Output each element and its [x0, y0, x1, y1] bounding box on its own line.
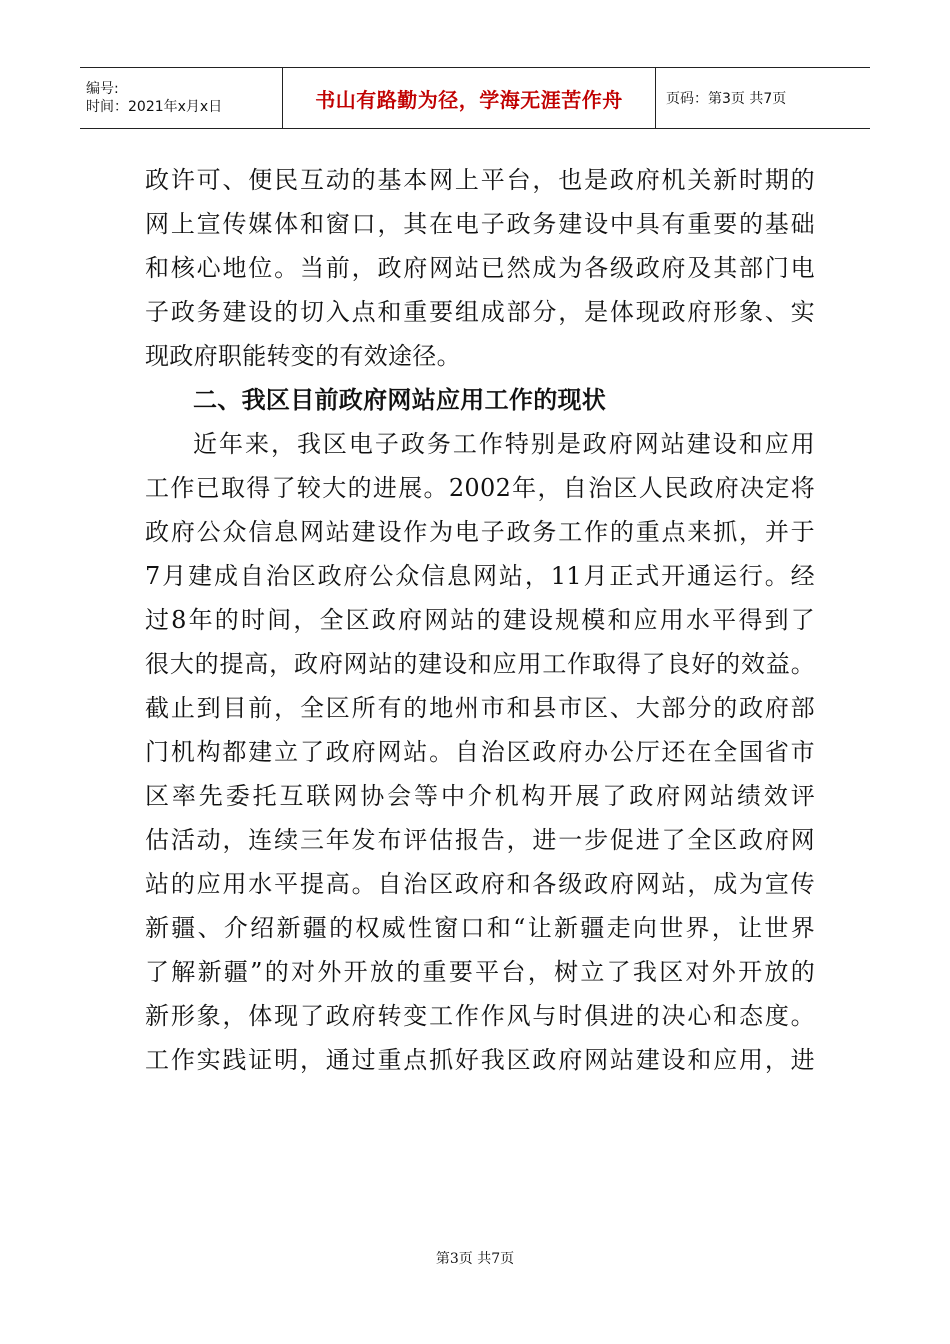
body-line: 7月建成自治区政府公众信息网站，11月正式开通运行。经 [145, 562, 815, 590]
body-line: 网上宣传媒体和窗口，其在电子政务建设中具有重要的基础 [145, 210, 815, 238]
header-time: 时间：2021年x月x日 [86, 99, 223, 115]
body-line: 政府公众信息网站建设作为电子政务工作的重点来抓，并于 [145, 518, 815, 546]
page-footer [0, 1248, 950, 1268]
document-body [145, 158, 815, 1082]
body-line: 估活动，连续三年发布评估报告，进一步促进了全区政府网 [145, 826, 815, 854]
body-line: 子政务建设的切入点和重要组成部分，是体现政府形象、实 [145, 298, 815, 326]
body-line: 近年来，我区电子政务工作特别是政府网站建设和应用 [193, 430, 815, 458]
body-line: 和核心地位。当前，政府网站已然成为各级政府及其部门电 [145, 254, 815, 282]
footer-page-number: 第3页 共7页 [435, 1251, 515, 1267]
header-number: 编号: [86, 81, 119, 97]
motto-text: 书山有路勤为径，学海无涯苦作舟 [315, 87, 623, 112]
body-line: 现政府职能转变的有效途径。 [145, 342, 461, 370]
page-label: 页码：第3页 共7页 [666, 91, 787, 107]
body-line: 区率先委托互联网协会等中介机构开展了政府网站绩效评 [145, 782, 815, 810]
document-header [80, 67, 870, 129]
body-line: 过8年的时间，全区政府网站的建设规模和应用水平得到了 [145, 606, 815, 634]
header-meta [80, 68, 282, 128]
body-line: 了解新疆”的对外开放的重要平台，树立了我区对外开放的 [145, 958, 815, 986]
header-page-number [656, 68, 870, 128]
body-line: 工作已取得了较大的进展。2002年，自治区人民政府决定将 [145, 474, 815, 502]
body-line: 新疆、介绍新疆的权威性窗口和“让新疆走向世界，让世界 [145, 914, 815, 942]
body-line: 新形象，体现了政府转变工作作风与时俱进的决心和态度。 [145, 1002, 815, 1030]
header-motto [282, 68, 656, 128]
section-heading: 二、我区目前政府网站应用工作的现状 [193, 385, 607, 414]
body-line: 工作实践证明，通过重点抓好我区政府网站建设和应用，进 [145, 1046, 815, 1074]
body-line: 政许可、便民互动的基本网上平台，也是政府机关新时期的 [145, 166, 815, 194]
body-line: 门机构都建立了政府网站。自治区政府办公厅还在全国省市 [145, 738, 815, 766]
body-line: 截止到目前，全区所有的地州市和县市区、大部分的政府部 [145, 694, 815, 722]
body-line: 很大的提高，政府网站的建设和应用工作取得了良好的效益。 [145, 650, 815, 678]
body-line: 站的应用水平提高。自治区政府和各级政府网站，成为宣传 [145, 870, 815, 898]
